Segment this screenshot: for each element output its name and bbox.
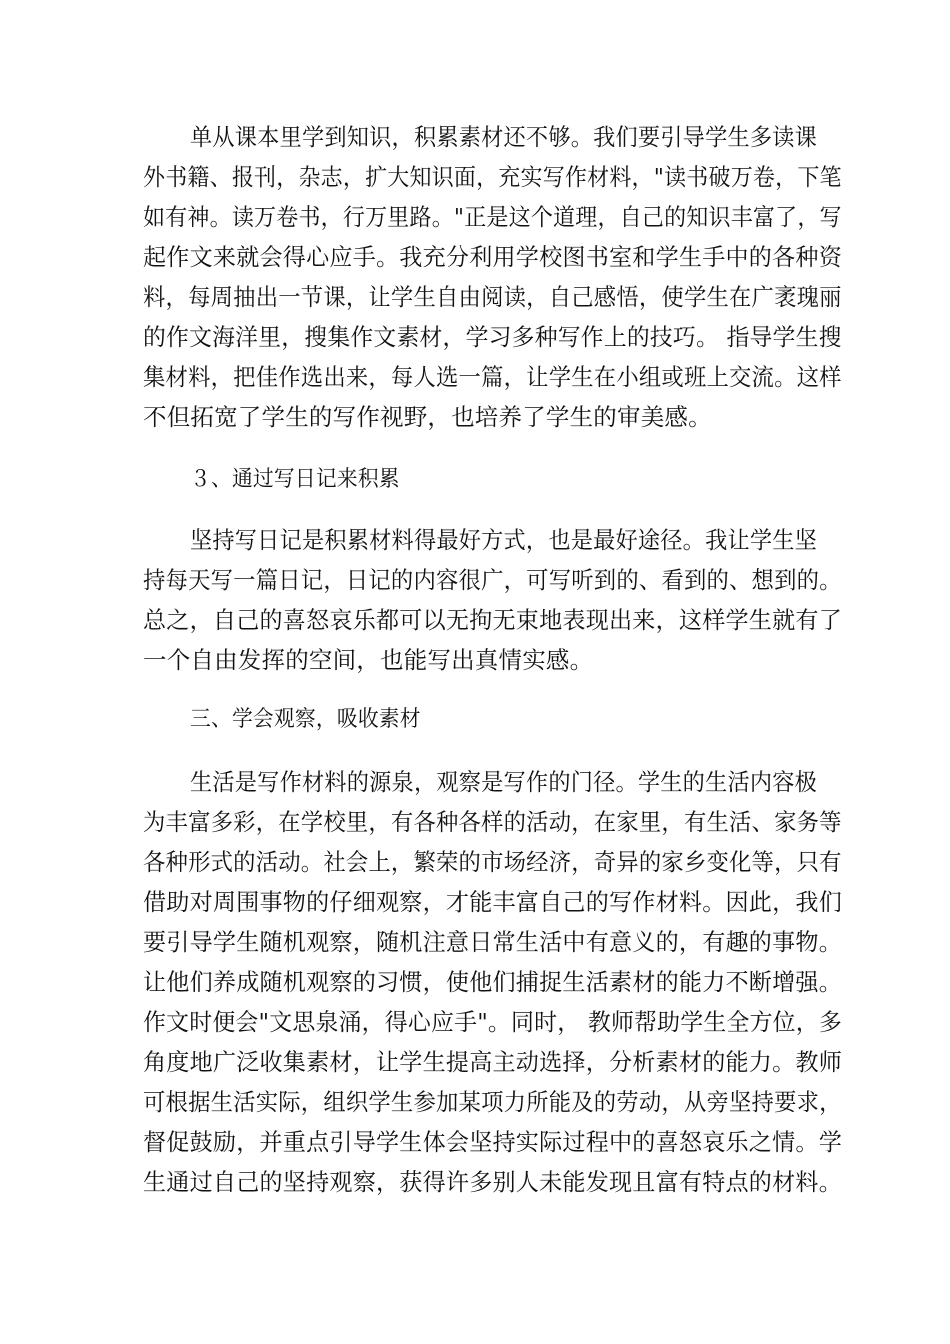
paragraph-2-line-2: 持每天写一篇日记，日记的内容很广，可写听到的、看到的、想到的。 <box>143 566 842 594</box>
paragraph-3-line-1: 生活是写作材料的源泉，观察是写作的门径。学生的生活内容极 <box>190 768 818 796</box>
paragraph-1-line-7: 集材料，把佳作选出来，每人选一篇，让学生在小组或班上交流。这样 <box>143 363 842 391</box>
section-heading-three: 三、学会观察，吸收素材 <box>190 707 421 732</box>
paragraph-3-line-8: 角度地广泛收集素材，让学生提高主动选择，分析素材的能力。教师 <box>143 1048 842 1076</box>
paragraph-2-line-4: 一个自由发挥的空间，也能写出真情实感。 <box>143 646 594 674</box>
paragraph-1-line-5: 料，每周抽出一节课，让学生自由阅读，自己感悟，使学生在广袤瑰丽 <box>143 283 842 311</box>
paragraph-1-line-3: 如有神。读万卷书，行万里路。"正是这个道理，自己的知识丰富了，写 <box>143 203 842 231</box>
paragraph-3-line-5: 要引导学生随机观察，随机注意日常生活中有意义的，有趣的事物。 <box>143 928 842 956</box>
paragraph-1-line-4: 起作文来就会得心应手。我充分利用学校图书室和学生手中的各种资 <box>143 243 842 271</box>
paragraph-1-line-8: 不但拓宽了学生的写作视野，也培养了学生的审美感。 <box>143 403 712 431</box>
paragraph-1-line-1: 单从课本里学到知识，积累素材还不够。我们要引导学生多读课 <box>190 123 818 151</box>
paragraph-1-line-2: 外书籍、报刊，杂志，扩大知识面，充实写作材料，"读书破万卷，下笔 <box>143 163 842 191</box>
paragraph-2-line-1: 坚持写日记是积累材料得最好方式，也是最好途径。我让学生坚 <box>190 526 818 554</box>
paragraph-3-line-10: 督促鼓励，并重点引导学生体会坚持实际过程中的喜怒哀乐之情。学 <box>143 1128 842 1156</box>
paragraph-3-line-4: 借助对周围事物的仔细观察，才能丰富自己的写作材料。因此，我们 <box>143 888 842 916</box>
paragraph-3-line-7: 作文时便会"文思泉涌，得心应手"。同时， 教师帮助学生全方位，多 <box>143 1008 842 1036</box>
paragraph-3-line-6: 让他们养成随机观察的习惯，使他们捕捉生活素材的能力不断增强。 <box>143 968 842 996</box>
paragraph-1-line-6: 的作文海洋里，搜集作文素材，学习多种写作上的技巧。 指导学生搜 <box>143 323 842 351</box>
paragraph-3-line-3: 各种形式的活动。社会上，繁荣的市场经济，奇异的家乡变化等，只有 <box>143 848 842 876</box>
paragraph-3-line-11: 生通过自己的坚持观察，获得许多别人未能发现且富有特点的材料。 <box>143 1168 842 1196</box>
section-heading-3: ３、通过写日记来积累 <box>190 467 400 492</box>
paragraph-2-line-3: 总之，自己的喜怒哀乐都可以无拘无束地表现出来，这样学生就有了 <box>143 606 842 634</box>
paragraph-3-line-2: 为丰富多彩，在学校里，有各种各样的活动，在家里，有生活、家务等 <box>143 808 842 836</box>
paragraph-3-line-9: 可根据生活实际，组织学生参加某项力所能及的劳动，从旁坚持要求， <box>143 1088 842 1116</box>
